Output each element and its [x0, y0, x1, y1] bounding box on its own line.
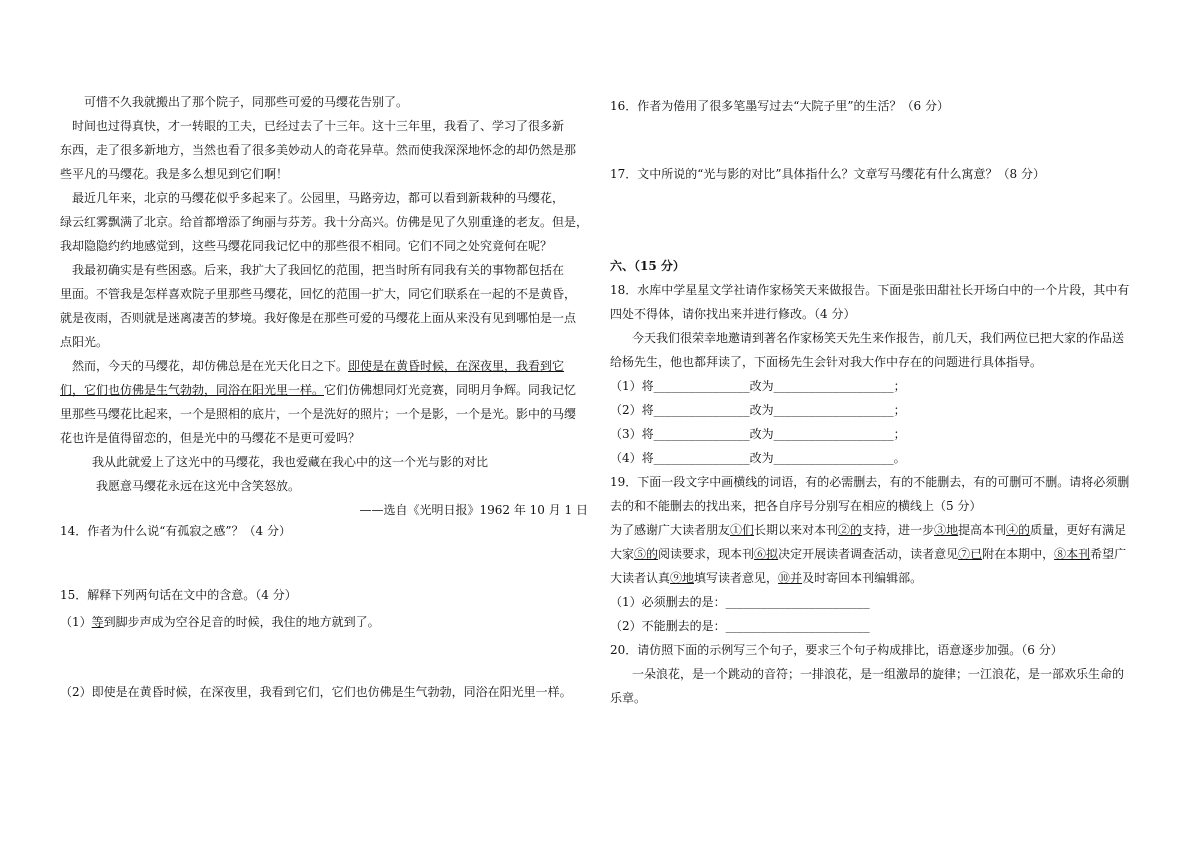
passage-line-16: 我从此就爱上了这光中的马缨花，我也爱藏在我心中的这一个光与影的对比 — [92, 455, 489, 469]
passage-line-7: 我却隐隐约约地感觉到，这些马缨花同我记忆中的那些很不相同。它们不同之处究竟何在呢？ — [60, 239, 553, 253]
question-19-line-2: 去的和不能删去的找出来，把各自序号分别写在相应的横线上（5 分） — [610, 499, 982, 513]
passage-text: 它们仿佛想同灯光竞赛，同明月争辉。同我记忆 — [324, 383, 577, 397]
passage-line-9: 里面。不管我是怎样喜欢院子里那些马缨花，回忆的范围一扩大，同它们联系在一起的不是黄昏， — [60, 287, 577, 301]
marked-word: ⑨地 — [670, 571, 695, 585]
passage-line-6: 绿云红雾飘满了北京。给首都增添了绚丽与芬芳。我十分高兴。仿佛是见了久别重逢的老友。但是， — [60, 215, 589, 229]
underlined-word: 等 — [91, 615, 104, 629]
passage-line-1: 可惜不久我就搬出了那个院子，同那些可爱的马缨花告别了。 — [84, 95, 409, 109]
q19-paragraph-line-2: 大家⑤的阅读要求，现本刊⑥拟决定开展读者调查活动，读者意见⑦已附在本期中，⑧本刊希望广 — [610, 547, 1127, 561]
question-18-line-1: 18．水库中学星星文学社请作家杨笑天来做报告。下面是张田甜社长开场白中的一个片段，其中有 — [610, 283, 1130, 297]
question-15: 15．解释下列两句话在文中的含意。（4 分） — [60, 588, 297, 602]
passage-line-2: 时间也过得真快，才一转眼的工夫，已经过去了十三年。这十三年里，我看了、学习了很多新 — [72, 119, 565, 133]
passage-line-4: 些平凡的马缨花。我是多么想见到它们啊！ — [60, 167, 289, 181]
marked-word: ③地 — [934, 523, 959, 537]
q18-fill-4[interactable]: （4）将________________改为____________________。 — [610, 451, 906, 465]
question-20: 20．请仿照下面的示例写三个句子，要求三个句子构成排比，语意逐步加强。（6 分） — [610, 643, 1063, 657]
passage-line-14: 里那些马缨花比起来，一个是照相的底片，一个是洗好的照片；一个是影，一个是光。影中的马缨 — [60, 407, 577, 421]
q18-passage-line-2: 给杨先生，他也都拜读了，下面杨先生会针对我大作中存在的问题进行具体指导。 — [610, 355, 1043, 369]
marked-word: ②的 — [838, 523, 863, 537]
passage-text: 然而，今天的马缨花，却仿佛总是在光天化日之下。 — [72, 359, 349, 373]
question-14: 14．作者为什么说“有孤寂之感”？（4 分） — [60, 524, 291, 538]
q18-fill-2[interactable]: （2）将________________改为____________________； — [610, 403, 906, 417]
question-15-1: （1）等到脚步声成为空谷足音的时候，我住的地方就到了。 — [60, 615, 380, 629]
question-19-line-1: 19．下面一段文字中画横线的词语，有的必需删去，有的不能删去，有的可删可不删。请将必须删 — [610, 475, 1130, 489]
passage-line-10: 就是夜雨，否则就是迷离凄苦的梦境。我好像是在那些可爱的马缨花上面从来没有见到哪怕是一点 — [60, 311, 577, 325]
underlined-sentence: 即使是在黄昏时候，在深夜里，我看到它 — [348, 359, 565, 373]
q20-example-line-1: 一朵浪花，是一个跳动的音符；一排浪花，是一组激昂的旋律；一江浪花，是一部欢乐生命的 — [632, 667, 1125, 681]
passage-line-15: 花也许是值得留恋的，但是光中的马缨花不是更可爱吗？ — [60, 431, 361, 445]
marked-word: ⑩并 — [778, 571, 803, 585]
marked-word: ⑤的 — [634, 547, 659, 561]
passage-line-17: 我愿意马缨花永远在这光中含笑怒放。 — [96, 479, 301, 493]
passage-line-5: 最近几年来，北京的马缨花似乎多起来了。公园里，马路旁边，都可以看到新栽种的马缨花， — [72, 191, 565, 205]
marked-word: ⑧本刊 — [1054, 547, 1091, 561]
marked-word: ①们 — [730, 523, 755, 537]
q18-fill-1[interactable]: （1）将________________改为____________________； — [610, 379, 906, 393]
q18-passage-line-1: 今天我们很荣幸地邀请到著名作家杨笑天先生来作报告，前几天，我们两位已把大家的作品送 — [632, 331, 1125, 345]
q20-example-line-2: 乐章。 — [610, 691, 647, 705]
section-six-heading: 六、（15 分） — [610, 259, 685, 273]
q18-fill-3[interactable]: （3）将________________改为____________________； — [610, 427, 906, 441]
marked-word: ⑥拟 — [754, 547, 779, 561]
question-16: 16．作者为倦用了很多笔墨写过去“大院子里”的生活？（6 分） — [610, 99, 949, 113]
source-citation: ——选自《光明日报》1962 年 10 月 1 日 — [359, 503, 588, 517]
question-17: 17．文中所说的“光与影的对比”具体指什么？文章写马缨花有什么寓意？（8 分） — [610, 167, 1045, 181]
passage-line-8: 我最初确实是有些困惑。后来，我扩大了我回忆的范围，把当时所有同我有关的事物都包括在 — [72, 263, 565, 277]
underlined-sentence: 们，它们也仿佛是生气勃勃，同浴在阳光里一样。 — [60, 383, 325, 397]
q19-answer-1[interactable]: （1）必须删去的是：________________________ — [610, 595, 870, 609]
q19-paragraph-line-1: 为了感谢广大读者朋友①们长期以来对本刊②的支持，进一步③地提高本刊④的质量，更好有满足 — [610, 523, 1127, 537]
passage-line-11: 点阳光。 — [60, 335, 109, 349]
passage-line-13 — [60, 382, 576, 398]
passage-line-12 — [72, 358, 564, 374]
question-15-2: （2）即使是在黄昏时候，在深夜里，我看到它们，它们也仿佛是生气勃勃，同浴在阳光里一样。 — [60, 685, 572, 699]
marked-word: ④的 — [1006, 523, 1031, 537]
passage-line-3: 东西，走了很多新地方，当然也看了很多美妙动人的奇花异草。然而使我深深地怀念的却仍然是那 — [60, 143, 577, 157]
q19-answer-2[interactable]: （2）不能删去的是：________________________ — [610, 619, 870, 633]
question-18-line-2: 四处不得体，请你找出来并进行修改。（4 分） — [610, 307, 856, 321]
marked-word: ⑦已 — [958, 547, 983, 561]
q19-paragraph-line-3: 大读者认真⑨地填写读者意见，⑩并及时寄回本刊编辑部。 — [610, 571, 923, 585]
